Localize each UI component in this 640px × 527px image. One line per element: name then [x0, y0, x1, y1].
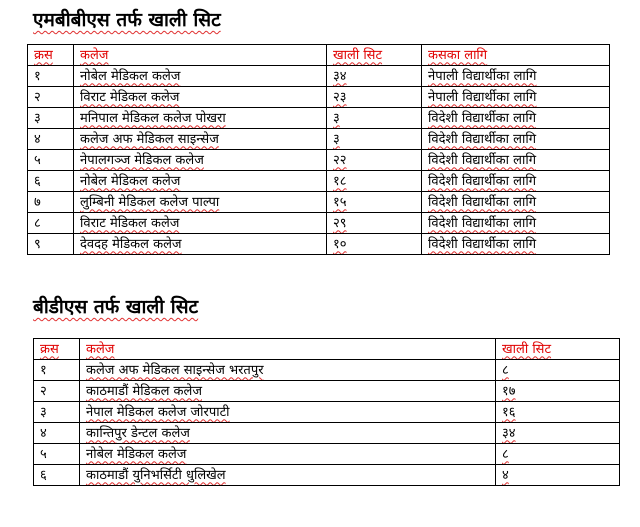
- cell-seats: १५: [327, 192, 422, 213]
- table-row: [28, 66, 610, 87]
- bds-section-title: बीडीएस तर्फ खाली सिट: [33, 296, 199, 318]
- cell-college: काठमाडौं मेडिकल कलेज: [80, 381, 496, 402]
- table-row: [34, 465, 620, 486]
- cell-sn: ३: [28, 108, 74, 129]
- cell-sn: ६: [34, 465, 80, 486]
- cell-sn: ४: [34, 423, 80, 444]
- cell-sn: २: [28, 87, 74, 108]
- cell-for: नेपाली विद्यार्थीका लागि: [422, 87, 610, 108]
- cell-seats: २३: [327, 87, 422, 108]
- cell-for: नेपाली विद्यार्थीका लागि: [422, 66, 610, 87]
- table-header-row: [34, 339, 620, 360]
- table-row: [28, 192, 610, 213]
- cell-seats: ८: [496, 360, 620, 381]
- cell-sn: १: [28, 66, 74, 87]
- table-row: [28, 171, 610, 192]
- cell-college: नेपाल मेडिकल कलेज जोरपाटी: [80, 402, 496, 423]
- cell-sn: ५: [34, 444, 80, 465]
- cell-college: कान्तिपुर डेन्टल कलेज: [80, 423, 496, 444]
- table-header-row: [28, 45, 610, 66]
- cell-sn: २: [34, 381, 80, 402]
- cell-sn: १: [34, 360, 80, 381]
- table-row: [34, 381, 620, 402]
- bds-vacant-seats-table: [33, 338, 620, 486]
- col-header-serial: क्रस: [34, 339, 80, 360]
- table-row: [28, 87, 610, 108]
- table-row: [28, 108, 610, 129]
- cell-college: विराट मेडिकल कलेज: [74, 87, 327, 108]
- col-header-college: कलेज: [80, 339, 496, 360]
- cell-college: कलेज अफ मेडिकल साइन्सेज भरतपुर: [80, 360, 496, 381]
- table-row: [28, 213, 610, 234]
- cell-sn: ५: [28, 150, 74, 171]
- cell-college: नोबेल मेडिकल कलेज: [74, 66, 327, 87]
- col-header-serial: क्रस: [28, 45, 74, 66]
- cell-seats: ८: [496, 444, 620, 465]
- cell-seats: २९: [327, 213, 422, 234]
- cell-seats: ४: [496, 465, 620, 486]
- mbbs-section-title: एमबीबीएस तर्फ खाली सिट: [33, 9, 221, 31]
- col-header-vacant-seats: खाली सिट: [496, 339, 620, 360]
- cell-sn: ९: [28, 234, 74, 255]
- cell-sn: ७: [28, 192, 74, 213]
- col-header-college: कलेज: [74, 45, 327, 66]
- cell-sn: ४: [28, 129, 74, 150]
- mbbs-vacant-seats-table: [27, 44, 610, 255]
- cell-college: नोबेल मेडिकल कलेज: [80, 444, 496, 465]
- table-row: [34, 360, 620, 381]
- cell-college: काठमाडौं युनिभर्सिटी धुलिखेल: [80, 465, 496, 486]
- cell-for: विदेशी विद्यार्थीका लागि: [422, 108, 610, 129]
- col-header-vacant-seats: खाली सिट: [327, 45, 422, 66]
- cell-for: विदेशी विद्यार्थीका लागि: [422, 129, 610, 150]
- cell-for: विदेशी विद्यार्थीका लागि: [422, 171, 610, 192]
- cell-seats: ३: [327, 108, 422, 129]
- cell-college: नोबेल मेडिकल कलेज: [74, 171, 327, 192]
- cell-college: मनिपाल मेडिकल कलेज पोखरा: [74, 108, 327, 129]
- cell-seats: १६: [496, 402, 620, 423]
- col-header-for-whom: कसका लागि: [422, 45, 610, 66]
- table-row: [28, 150, 610, 171]
- cell-for: विदेशी विद्यार्थीका लागि: [422, 213, 610, 234]
- cell-seats: ३४: [327, 66, 422, 87]
- cell-seats: २२: [327, 150, 422, 171]
- table-row: [34, 423, 620, 444]
- cell-college: कलेज अफ मेडिकल साइन्सेज: [74, 129, 327, 150]
- cell-sn: ३: [34, 402, 80, 423]
- cell-college: देवदह मेडिकल कलेज: [74, 234, 327, 255]
- cell-seats: १७: [496, 381, 620, 402]
- table-row: [28, 234, 610, 255]
- cell-sn: ८: [28, 213, 74, 234]
- cell-for: विदेशी विद्यार्थीका लागि: [422, 150, 610, 171]
- cell-seats: १८: [327, 171, 422, 192]
- cell-sn: ६: [28, 171, 74, 192]
- cell-seats: ३४: [496, 423, 620, 444]
- cell-seats: ३: [327, 129, 422, 150]
- cell-seats: १०: [327, 234, 422, 255]
- table-row: [34, 444, 620, 465]
- cell-for: विदेशी विद्यार्थीका लागि: [422, 192, 610, 213]
- cell-college: विराट मेडिकल कलेज: [74, 213, 327, 234]
- cell-college: नेपालगञ्ज मेडिकल कलेज: [74, 150, 327, 171]
- table-row: [28, 129, 610, 150]
- cell-college: लुम्बिनी मेडिकल कलेज पाल्पा: [74, 192, 327, 213]
- table-row: [34, 402, 620, 423]
- cell-for: विदेशी विद्यार्थीका लागि: [422, 234, 610, 255]
